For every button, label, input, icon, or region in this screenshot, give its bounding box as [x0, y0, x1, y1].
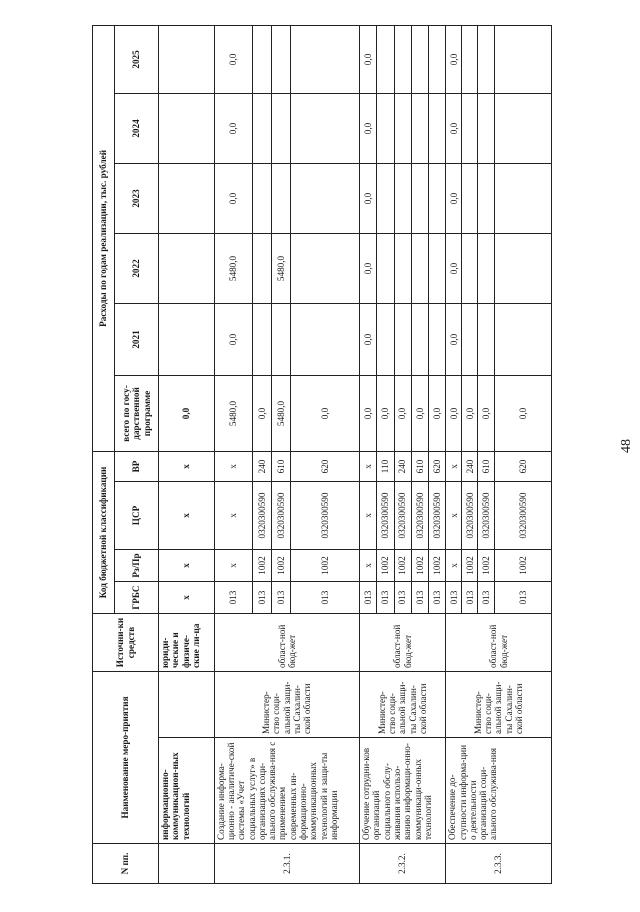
cell-2023: [429, 163, 446, 233]
cell-2022: [159, 233, 215, 303]
cell-2025: [253, 25, 272, 93]
cell-name: Обеспечение до-ступности информа-ции о деятельности организаций соци-ального обслужива-ния: [446, 738, 552, 844]
cell-2022: [394, 233, 411, 303]
cell-2024: [478, 93, 494, 163]
cell-2022: 0,0: [360, 233, 377, 303]
cell-csr: 0320300590: [411, 482, 428, 550]
cell-2025: 0,0: [214, 25, 252, 93]
cell-2024: [462, 93, 478, 163]
cell-vr: 620: [494, 451, 552, 481]
cell-grbs: 013: [253, 582, 272, 614]
header-budget-classification: Код бюджетной классификации: [93, 451, 115, 613]
cell-2022: [494, 233, 552, 303]
cell-2022: 5480,0: [272, 233, 291, 303]
cell-rz: 1002: [411, 550, 428, 582]
header-year-2023: 2023: [115, 163, 159, 233]
cell-2024: 0,0: [446, 93, 462, 163]
cell-2021: [429, 303, 446, 375]
cell-2025: 0,0: [446, 25, 462, 93]
cell-2025: [291, 25, 360, 93]
cell-grbs: 013: [446, 582, 462, 614]
cell-vr: 240: [394, 451, 411, 481]
cell-2022: [478, 233, 494, 303]
cell-2024: [272, 93, 291, 163]
cell-2022: [462, 233, 478, 303]
cell-2024: [377, 93, 394, 163]
cell-vr: 620: [291, 451, 360, 481]
cell-2022: [377, 233, 394, 303]
cell-total: 0,0: [478, 375, 494, 451]
cell-vr: 240: [462, 451, 478, 481]
cell-vr: 610: [272, 451, 291, 481]
cell-2025: [394, 25, 411, 93]
cell-rz: 1002: [429, 550, 446, 582]
cell-vr: х: [159, 451, 215, 481]
header-year-2025: 2025: [115, 25, 159, 93]
cell-source: област-ной бюд-жет: [360, 614, 446, 672]
cell-2023: [159, 163, 215, 233]
cell-2021: [253, 303, 272, 375]
cell-csr: 0320300590: [291, 482, 360, 550]
cell-csr: 0320300590: [377, 482, 394, 550]
cell-rz: 1002: [291, 550, 360, 582]
table-row: [446, 25, 462, 883]
cell-csr: 0320300590: [494, 482, 552, 550]
cell-2021: [411, 303, 428, 375]
cell-rz: х: [214, 550, 252, 582]
cell-csr: 0320300590: [478, 482, 494, 550]
header-year-2022: 2022: [115, 233, 159, 303]
cell-2024: [291, 93, 360, 163]
cell-total: 5480,0: [272, 375, 291, 451]
cell-2022: 0,0: [446, 233, 462, 303]
cell-total: 0,0: [377, 375, 394, 451]
cell-grbs: 013: [272, 582, 291, 614]
cell-2025: [494, 25, 552, 93]
cell-2022: 5480,0: [214, 233, 252, 303]
cell-grbs: х: [159, 582, 215, 614]
cell-csr: х: [214, 482, 252, 550]
cell-name: Обучение сотрудни-ков организаций социального обслу-живания использо-ванию информаци-онно- коммуникаци-онных технологий: [360, 738, 446, 844]
cell-2022: [291, 233, 360, 303]
cell-2022: [411, 233, 428, 303]
cell-2021: [462, 303, 478, 375]
cell-2021: 0,0: [214, 303, 252, 375]
header-n: N пп.: [93, 844, 159, 884]
table-row: [214, 25, 252, 883]
cell-2023: [377, 163, 394, 233]
cell-2024: [494, 93, 552, 163]
cell-csr: х: [360, 482, 377, 550]
cell-2024: [394, 93, 411, 163]
header-name: Наименование меро-приятия: [93, 672, 159, 844]
cell-csr: х: [446, 482, 462, 550]
cell-n: [159, 844, 215, 884]
cell-vr: 110: [377, 451, 394, 481]
cell-rz: х: [446, 550, 462, 582]
cell-grbs: 013: [429, 582, 446, 614]
cell-total: 0,0: [291, 375, 360, 451]
cell-rz: 1002: [494, 550, 552, 582]
header-year-2024: 2024: [115, 93, 159, 163]
cell-2024: [159, 93, 215, 163]
cell-2025: [159, 25, 215, 93]
cell-2023: [272, 163, 291, 233]
cell-2023: 0,0: [214, 163, 252, 233]
table-container: [92, 26, 552, 884]
cell-2023: [462, 163, 478, 233]
cell-rz: 1002: [253, 550, 272, 582]
cell-grbs: 013: [394, 582, 411, 614]
cell-vr: х: [214, 451, 252, 481]
cell-2024: 0,0: [214, 93, 252, 163]
cell-total: 0,0: [411, 375, 428, 451]
page-number: 48: [619, 439, 634, 453]
cell-2025: [462, 25, 478, 93]
header-total: всего по госу-дарственной программе: [115, 375, 159, 451]
cell-total: 0,0: [429, 375, 446, 451]
cell-2021: [377, 303, 394, 375]
header-csr: ЦСР: [115, 482, 159, 550]
cell-rz: х: [360, 550, 377, 582]
cell-grbs: 013: [360, 582, 377, 614]
cell-vr: 610: [411, 451, 428, 481]
cell-2021: [291, 303, 360, 375]
cell-csr: 0320300590: [253, 482, 272, 550]
cell-executor: Министер-ство соци-альной защи-ты Сахалин-ской области: [360, 672, 446, 738]
cell-rz: 1002: [478, 550, 494, 582]
cell-2023: [411, 163, 428, 233]
cell-n: 2.3.3.: [446, 844, 552, 884]
cell-name: Создание информа-ционно - аналитиче-ской системы «Учет социальных услуг» в организациях соци-ального обслужива-ния с применением современных ин-формационно-коммуникационных технологий и защи-ты информации: [214, 738, 359, 844]
cell-csr: 0320300590: [394, 482, 411, 550]
cell-2022: [253, 233, 272, 303]
cell-total: 5480,0: [214, 375, 252, 451]
cell-2023: 0,0: [446, 163, 462, 233]
cell-grbs: 013: [478, 582, 494, 614]
cell-2023: [478, 163, 494, 233]
cell-source: юриди-ческие и физиче-ские ли-ца: [159, 614, 215, 672]
cell-2024: 0,0: [360, 93, 377, 163]
cell-n: 2.3.2.: [360, 844, 446, 884]
cell-total: 0,0: [360, 375, 377, 451]
cell-rz: 1002: [462, 550, 478, 582]
cell-2025: [429, 25, 446, 93]
cell-2025: [411, 25, 428, 93]
cell-n: 2.3.1.: [214, 844, 359, 884]
cell-total: 0,0: [394, 375, 411, 451]
cell-2024: [411, 93, 428, 163]
cell-2022: [429, 233, 446, 303]
cell-2025: [272, 25, 291, 93]
cell-source: област-ной бюд-жет: [214, 614, 359, 672]
cell-source: област-ной бюд-жет: [446, 614, 552, 672]
cell-csr: 0320300590: [429, 482, 446, 550]
cell-2025: [377, 25, 394, 93]
cell-2021: [478, 303, 494, 375]
cell-total: 0,0: [494, 375, 552, 451]
cell-2023: [494, 163, 552, 233]
cell-vr: х: [360, 451, 377, 481]
cell-total: 0,0: [462, 375, 478, 451]
cell-2024: [429, 93, 446, 163]
cell-grbs: 013: [291, 582, 360, 614]
cell-rz: х: [159, 550, 215, 582]
cell-vr: 610: [478, 451, 494, 481]
cell-rz: 1002: [394, 550, 411, 582]
cell-grbs: 013: [462, 582, 478, 614]
cell-grbs: 013: [411, 582, 428, 614]
cell-grbs: 013: [214, 582, 252, 614]
cell-csr: х: [159, 482, 215, 550]
header-grbs: ГРБС: [115, 582, 159, 614]
cell-vr: 240: [253, 451, 272, 481]
cell-2021: 0,0: [446, 303, 462, 375]
cell-rz: 1002: [377, 550, 394, 582]
cell-total: 0,0: [159, 375, 215, 451]
header-year-2021: 2021: [115, 303, 159, 375]
cell-vr: х: [446, 451, 462, 481]
cell-vr: 620: [429, 451, 446, 481]
cell-executor: Министер-ство соци-альной защи-ты Сахалин-ской области: [446, 672, 552, 738]
table-row: [360, 25, 377, 883]
cell-2021: [272, 303, 291, 375]
cell-2021: [494, 303, 552, 375]
cell-csr: 0320300590: [272, 482, 291, 550]
table-row: [159, 25, 215, 883]
cell-2021: 0,0: [360, 303, 377, 375]
header-source: Источни-ки средств: [93, 614, 159, 672]
cell-executor: Министер-ство соци-альной защи-ты Сахалин-ской области: [214, 672, 359, 738]
cell-name: информационно-коммуникацион-ных технологий: [159, 738, 215, 844]
cell-rz: 1002: [272, 550, 291, 582]
header-expenses: Расходы по годам реализации, тыс. рублей: [93, 25, 115, 451]
cell-total: 0,0: [253, 375, 272, 451]
cell-csr: 0320300590: [462, 482, 478, 550]
cell-2025: [478, 25, 494, 93]
cell-2021: [159, 303, 215, 375]
header-rz-pr: Рз/Пр: [115, 550, 159, 582]
budget-table: [92, 25, 552, 884]
cell-2023: 0,0: [360, 163, 377, 233]
cell-2023: [253, 163, 272, 233]
cell-2021: [394, 303, 411, 375]
cell-grbs: 013: [494, 582, 552, 614]
header-vr: ВР: [115, 451, 159, 481]
cell-2024: [253, 93, 272, 163]
cell-2023: [291, 163, 360, 233]
cell-2023: [394, 163, 411, 233]
cell-total: 0,0: [446, 375, 462, 451]
cell-2025: 0,0: [360, 25, 377, 93]
cell-grbs: 013: [377, 582, 394, 614]
cell-executor: [159, 672, 215, 738]
